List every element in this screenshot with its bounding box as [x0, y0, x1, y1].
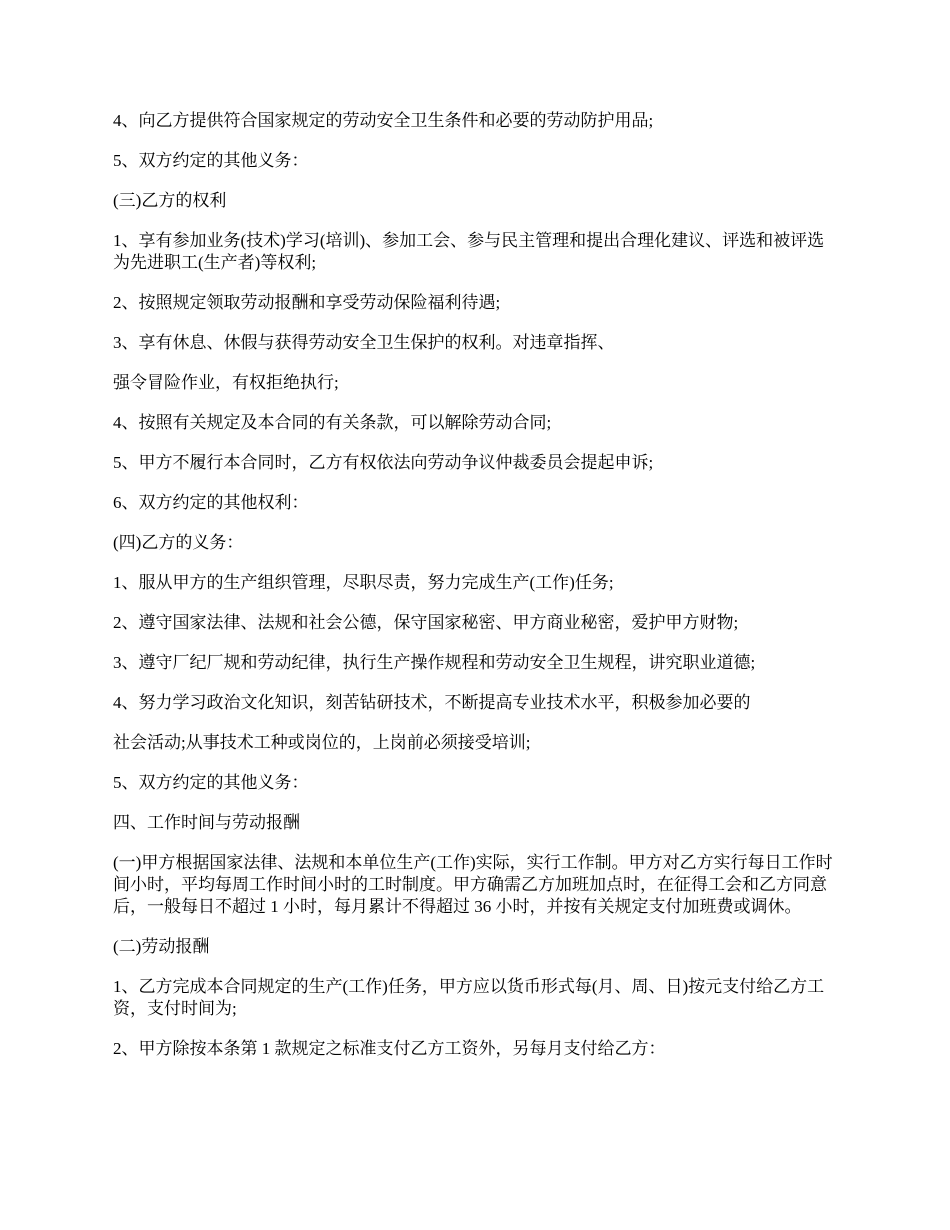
paragraph-obey-management: 1、服从甲方的生产组织管理，尽职尽责，努力完成生产(工作)任务;	[113, 573, 614, 592]
paragraph-provide-safety-conditions: 4、向乙方提供符合国家规定的劳动安全卫生条件和必要的劳动防护用品;	[113, 111, 654, 130]
section-heading-party-b-obligations: (四)乙方的义务：	[113, 533, 244, 552]
section-heading-work-time-pay: 四、工作时间与劳动报酬	[113, 813, 300, 832]
paragraph-right-terminate: 4、按照有关规定及本合同的有关条款，可以解除劳动合同;	[113, 413, 552, 432]
paragraph-study: 4、努力学习政治文化知识，刻苦钻研技术，不断提高专业技术水平，积极参加必要的	[113, 693, 751, 712]
paragraph-training: 社会活动;从事技术工种或岗位的，上岗前必须接受培训;	[113, 733, 531, 752]
paragraph-wage-payment: 1、乙方完成本合同规定的生产(工作)任务，甲方应以货币形式每(月、周、日)按元支付给乙方工资，支付时间为;	[113, 977, 825, 1018]
section-heading-party-b-rights: (三)乙方的权利	[113, 191, 227, 210]
paragraph-right-remuneration: 2、按照规定领取劳动报酬和享受劳动保险福利待遇;	[113, 293, 501, 312]
paragraph-obey-law: 2、遵守国家法律、法规和社会公德，保守国家秘密、甲方商业秘密，爱护甲方财物;	[113, 613, 739, 632]
paragraph-right-rest: 3、享有休息、休假与获得劳动安全卫生保护的权利。对违章指挥、	[113, 333, 615, 352]
paragraph-work-time: (一)甲方根据国家法律、法规和本单位生产(工作)实际，实行工作制。甲方对乙方实行每日工作时间小时，平均每周工作时间小时的工时制度。甲方确需乙方加班加点时，在征得工会和乙方同意后，一般每日不超过 1 小时，每月累计不得超过 36 小时，并按有关规定支付加班费或调休。	[113, 853, 833, 916]
paragraph-obey-discipline: 3、遵守厂纪厂规和劳动纪律，执行生产操作规程和劳动安全卫生规程，讲究职业道德;	[113, 653, 756, 672]
paragraph-other-obligations-b: 5、双方约定的其他义务：	[113, 773, 309, 792]
section-heading-remuneration: (二)劳动报酬	[113, 937, 210, 956]
paragraph-right-refuse: 强令冒险作业，有权拒绝执行;	[113, 373, 339, 392]
paragraph-extra-payment: 2、甲方除按本条第 1 款规定之标准支付乙方工资外，另每月支付给乙方：	[113, 1039, 666, 1058]
paragraph-right-appeal: 5、甲方不履行本合同时，乙方有权依法向劳动争议仲裁委员会提起申诉;	[113, 453, 654, 472]
paragraph-right-training: 1、享有参加业务(技术)学习(培训)、参加工会、参与民主管理和提出合理化建议、评选和被评选为先进职工(生产者)等权利;	[113, 231, 825, 272]
paragraph-other-rights: 6、双方约定的其他权利：	[113, 493, 309, 512]
paragraph-other-obligations-a: 5、双方约定的其他义务：	[113, 151, 309, 170]
